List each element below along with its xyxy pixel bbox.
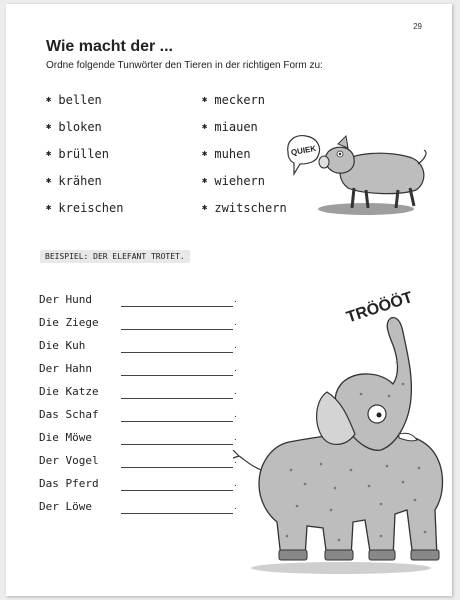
- exercise-row: Das Schaf .: [39, 408, 237, 421]
- elephant-sound-text: TRÖÖÖT: [344, 289, 415, 327]
- elephant-foot: [411, 550, 439, 560]
- animal-label: Der Vogel: [39, 454, 99, 467]
- answer-blank[interactable]: [121, 362, 233, 376]
- verb-item: [46, 86, 186, 113]
- star-icon: ✱: [46, 202, 52, 213]
- answer-blank[interactable]: [121, 316, 233, 330]
- star-icon: ✱: [202, 148, 208, 159]
- verb-label: wiehern: [214, 173, 265, 188]
- verb-item: [46, 194, 186, 221]
- elephant-tail-tuft: [233, 450, 239, 458]
- elephant-foot: [369, 550, 395, 560]
- star-icon: ✱: [202, 202, 208, 213]
- verb-label: kreischen: [58, 200, 124, 215]
- elephant-pupil: [377, 413, 382, 418]
- exercise-row: Der Hahn .: [39, 362, 237, 375]
- pig-snout: [319, 156, 329, 168]
- verb-label: bloken: [58, 119, 102, 134]
- pig-ear: [338, 136, 348, 148]
- pig-speech-text: QUIEK: [290, 143, 317, 158]
- animal-label: Das Pferd: [39, 477, 99, 490]
- animal-label: Die Möwe: [39, 431, 92, 444]
- verb-label: brüllen: [58, 146, 109, 161]
- verb-label: miauen: [214, 119, 258, 134]
- answer-blank[interactable]: [121, 454, 233, 468]
- verb-label: zwitschern: [214, 200, 287, 215]
- pig-leg: [366, 190, 368, 208]
- star-icon: ✱: [46, 94, 52, 105]
- elephant-body: [259, 432, 443, 558]
- star-icon: ✱: [202, 121, 208, 132]
- answer-blank[interactable]: [121, 500, 233, 514]
- exercise-rows: [39, 288, 237, 518]
- animal-label: Das Schaf: [39, 408, 99, 421]
- animal-label: Die Kuh: [39, 339, 86, 352]
- elephant-shadow: [251, 562, 431, 574]
- answer-blank[interactable]: [121, 385, 233, 399]
- animal-label: Der Hund: [39, 293, 92, 306]
- pig-illustration: [286, 130, 436, 220]
- exercise-row: Die Kuh .: [39, 339, 237, 352]
- star-icon: ✱: [202, 94, 208, 105]
- worksheet-page: [6, 4, 452, 596]
- instruction-text: Ordne folgende Tunwörter den Tieren in der richtigen Form zu:: [46, 60, 323, 71]
- exercise-row: Das Pferd .: [39, 477, 237, 490]
- answer-blank[interactable]: [121, 477, 233, 491]
- page-title: Wie macht der ...: [46, 38, 173, 55]
- animal-label: Die Ziege: [39, 316, 99, 329]
- page-number: 29: [413, 22, 422, 31]
- elephant-foot: [279, 550, 307, 560]
- exercise-row: Die Möwe .: [39, 431, 237, 444]
- verb-label: krähen: [58, 173, 102, 188]
- animal-label: Der Löwe: [39, 500, 92, 513]
- star-icon: ✱: [46, 121, 52, 132]
- animal-label: Der Hahn: [39, 362, 92, 375]
- elephant-illustration: [231, 274, 446, 579]
- star-icon: ✱: [46, 148, 52, 159]
- answer-blank[interactable]: [121, 408, 233, 422]
- exercise-row: Der Hund .: [39, 293, 237, 306]
- verb-item: [46, 140, 186, 167]
- answer-blank[interactable]: [121, 293, 233, 307]
- exercise-row: Die Ziege .: [39, 316, 237, 329]
- elephant-foot: [325, 550, 353, 560]
- verb-item: [202, 86, 342, 113]
- verb-item: [46, 167, 186, 194]
- animal-label: Die Katze: [39, 385, 99, 398]
- exercise-row: Der Vogel .: [39, 454, 237, 467]
- verb-label: meckern: [214, 92, 265, 107]
- exercise-row: Die Katze .: [39, 385, 237, 398]
- pig-leg: [352, 188, 354, 208]
- answer-blank[interactable]: [121, 339, 233, 353]
- example-badge: BEISPIEL: DER ELEFANT TROTET.: [40, 250, 190, 263]
- verb-list-left: [46, 86, 186, 221]
- pig-leg: [396, 190, 398, 208]
- exercise-row: Der Löwe .: [39, 500, 237, 513]
- verb-label: muhen: [214, 146, 251, 161]
- answer-blank[interactable]: [121, 431, 233, 445]
- pig-shadow: [318, 203, 414, 215]
- pig-pupil: [339, 153, 341, 155]
- star-icon: ✱: [46, 175, 52, 186]
- verb-item: [46, 113, 186, 140]
- verb-label: bellen: [58, 92, 102, 107]
- elephant-tail: [239, 456, 261, 470]
- pig-tail: [418, 150, 426, 164]
- star-icon: ✱: [202, 175, 208, 186]
